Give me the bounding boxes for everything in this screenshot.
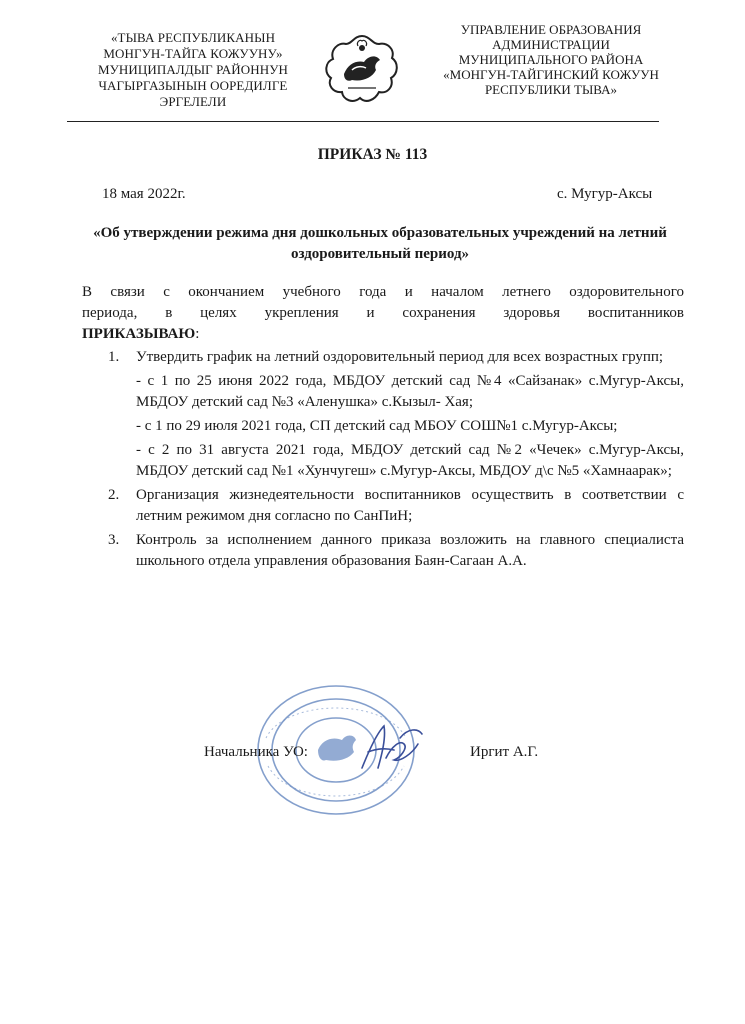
list-item — [108, 530, 684, 572]
signer-name: Иргит А.Г. — [470, 744, 539, 760]
intro-line-2: периода, в целях укрепления и сохранения здоровья воспитанников — [82, 305, 684, 321]
item-text: Утвердить график на летний оздоровительный период для всех возрастных групп; — [136, 349, 664, 365]
order-items-list — [82, 347, 684, 572]
header-left-line: «ТЫВА РЕСПУБЛИКАНЫН — [110, 30, 276, 45]
header-right-line: МУНИЦИПАЛЬНОГО РАЙОНА — [458, 52, 644, 67]
header-right-line: РЕСПУБЛИКИ ТЫВА» — [484, 82, 618, 97]
list-item — [108, 485, 684, 527]
command-word: ПРИКАЗЫВАЮ — [82, 326, 196, 342]
header-right-line: АДМИНИСТРАЦИИ — [492, 37, 610, 52]
tuva-emblem-icon — [322, 30, 402, 110]
item-number: 1. — [108, 349, 120, 365]
header-right-line: «МОНГУН-ТАЙГИНСКИЙ КОЖУУН — [443, 67, 659, 82]
order-subject: «Об утверждении режима дня дошкольных образовательных учреждений на летний оздоровительный период» — [93, 225, 667, 262]
item-text: Контроль за исполнением данного приказа возложить на главного специалиста школьного отдела управления образования Баян-Сагаан А.А. — [136, 532, 684, 569]
header-right-block — [436, 22, 666, 97]
handwritten-signature-icon — [356, 718, 428, 780]
header-divider — [67, 121, 659, 122]
item-text: Организация жизнедеятельности воспитанников осуществить в соответствии с летним режимом дня согласно по СанПиН; — [136, 487, 684, 524]
header-left-block — [78, 30, 308, 110]
item-subpoint: - с 1 по 29 июля 2021 года, СП детский сад МБОУ СОШ№1 с.Мугур-Аксы; — [136, 418, 618, 434]
item-subpoint: - с 1 по 25 июня 2022 года, МБДОУ детский сад №4 «Сайзанак» с.Мугур-Аксы, МБДОУ детский сад №3 «Аленушка» с.Кызыл- Хая; — [136, 373, 684, 410]
signer-position: Начальника УО: — [204, 744, 308, 760]
command-colon: : — [195, 326, 200, 342]
header-left-line: ЧАГЫРГАЗЫНЫН ООРЕДИЛГЕ — [98, 78, 288, 93]
item-subpoint: - с 2 по 31 августа 2021 года, МБДОУ детский сад №2 «Чечек» с.Мугур-Аксы, МБДОУ детский сад №1 «Хунчугеш» с.Мугур-Аксы, МБДОУ д\с №5 «Хамнаарак»; — [136, 442, 684, 479]
order-date: 18 мая 2022г. — [102, 186, 186, 202]
intro-line-1: В связи с окончанием учебного года и началом летнего оздоровительного — [82, 284, 684, 300]
list-item — [108, 347, 684, 482]
header-left-line: МОНГУН-ТАЙГА КОЖУУНУ» — [103, 46, 283, 61]
header-right-line: УПРАВЛЕНИЕ ОБРАЗОВАНИЯ — [460, 22, 642, 37]
order-body — [82, 282, 684, 575]
item-number: 3. — [108, 532, 120, 548]
order-place: с. Мугур-Аксы — [557, 186, 653, 202]
header-left-line: МУНИЦИПАЛДЫГ РАЙОННУН — [97, 62, 289, 77]
item-number: 2. — [108, 487, 120, 503]
header-left-line: ЭРГЕЛЕЛИ — [159, 94, 227, 109]
order-title: ПРИКАЗ № 113 — [317, 146, 428, 163]
command-line — [82, 324, 684, 345]
